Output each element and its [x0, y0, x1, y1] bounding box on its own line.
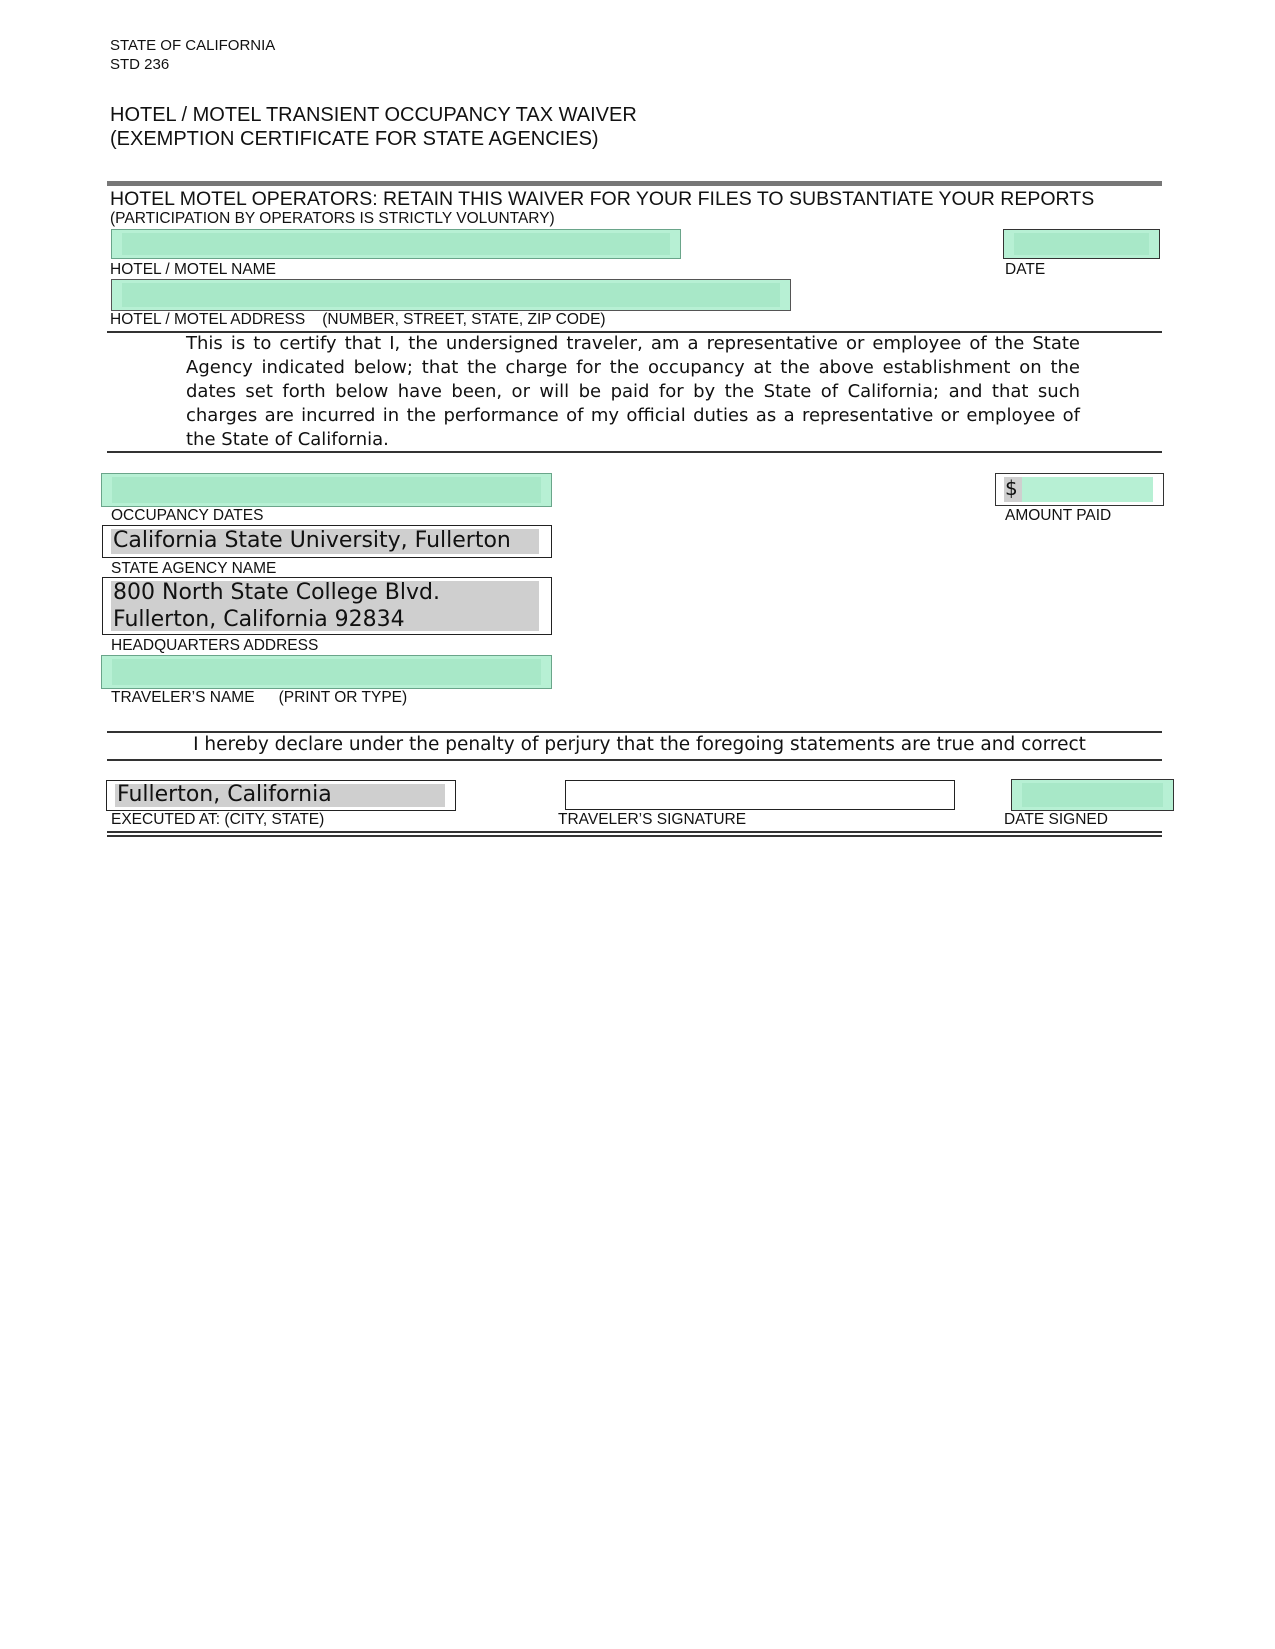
- form-title-line2: (EXEMPTION CERTIFICATE FOR STATE AGENCIES): [110, 128, 599, 150]
- traveler-name-label: [111, 689, 407, 707]
- currency-symbol: $: [1005, 476, 1018, 500]
- amount-paid-label: AMOUNT PAID: [1005, 507, 1112, 524]
- state-agency-name-value: California State University, Fullerton: [113, 528, 511, 553]
- occupancy-dates-label: OCCUPANCY DATES: [111, 507, 264, 524]
- declaration-bottom-rule: [107, 759, 1162, 761]
- bottom-rule-2: [107, 835, 1162, 837]
- traveler-name-label-text: TRAVELER’S NAME: [111, 689, 255, 706]
- operators-notice: HOTEL MOTEL OPERATORS: RETAIN THIS WAIVER FOR YOUR FILES TO SUBSTANTIATE YOUR REPORTS: [110, 188, 1095, 210]
- executed-at-label: EXECUTED AT: (CITY, STATE): [111, 811, 325, 828]
- headquarters-address-line1: 800 North State College Blvd.: [113, 580, 440, 605]
- traveler-name-field[interactable]: [101, 655, 552, 689]
- voluntary-note: (PARTICIPATION BY OPERATORS IS STRICTLY VOLUNTARY): [110, 210, 555, 227]
- state-agency-name-field[interactable]: [102, 525, 552, 558]
- state-heading: STATE OF CALIFORNIA: [110, 37, 276, 54]
- bottom-rule-1: [107, 831, 1162, 833]
- declaration-top-rule: [107, 731, 1162, 733]
- certification-divider: [107, 451, 1162, 453]
- executed-at-value: Fullerton, California: [117, 782, 332, 807]
- hotel-name-label: HOTEL / MOTEL NAME: [110, 261, 276, 278]
- traveler-name-hint: (PRINT OR TYPE): [278, 689, 408, 706]
- perjury-declaration: I hereby declare under the penalty of perjury that the foregoing statements are true and correct: [193, 734, 1086, 755]
- hotel-address-label-text: HOTEL / MOTEL ADDRESS: [110, 311, 306, 328]
- headquarters-address-field[interactable]: [102, 577, 552, 635]
- headquarters-address-label: HEADQUARTERS ADDRESS: [111, 637, 319, 654]
- amount-paid-field[interactable]: [995, 473, 1164, 506]
- form-title-line1: HOTEL / MOTEL TRANSIENT OCCUPANCY TAX WAIVER: [110, 104, 637, 126]
- occupancy-dates-field[interactable]: [101, 473, 552, 507]
- headquarters-address-line2: Fullerton, California 92834: [113, 607, 405, 632]
- date-field[interactable]: [1003, 229, 1160, 259]
- hotel-address-label: [110, 311, 606, 329]
- certification-text: This is to certify that I, the undersigned traveler, am a representative or employee of the State Agency indicated below; that the charge for the occupancy at the above establishment on the dates set forth below have been, or will be paid for by the State of California; and that such charges are incurred in the performance of my official duties as a representative or employee of the State of California.: [186, 333, 1080, 450]
- traveler-signature-label: TRAVELER’S SIGNATURE: [558, 811, 747, 828]
- date-label: DATE: [1005, 261, 1046, 278]
- form-number: STD 236: [110, 56, 170, 73]
- hotel-address-hint: (NUMBER, STREET, STATE, ZIP CODE): [322, 311, 606, 328]
- state-agency-name-label: STATE AGENCY NAME: [111, 560, 277, 577]
- date-signed-label: DATE SIGNED: [1004, 811, 1108, 828]
- traveler-signature-field[interactable]: [565, 780, 955, 810]
- hotel-name-field[interactable]: [111, 229, 681, 259]
- hotel-address-field[interactable]: [111, 279, 791, 311]
- executed-at-field[interactable]: [106, 780, 456, 811]
- top-thick-rule: [107, 181, 1162, 186]
- date-signed-field[interactable]: [1011, 779, 1174, 811]
